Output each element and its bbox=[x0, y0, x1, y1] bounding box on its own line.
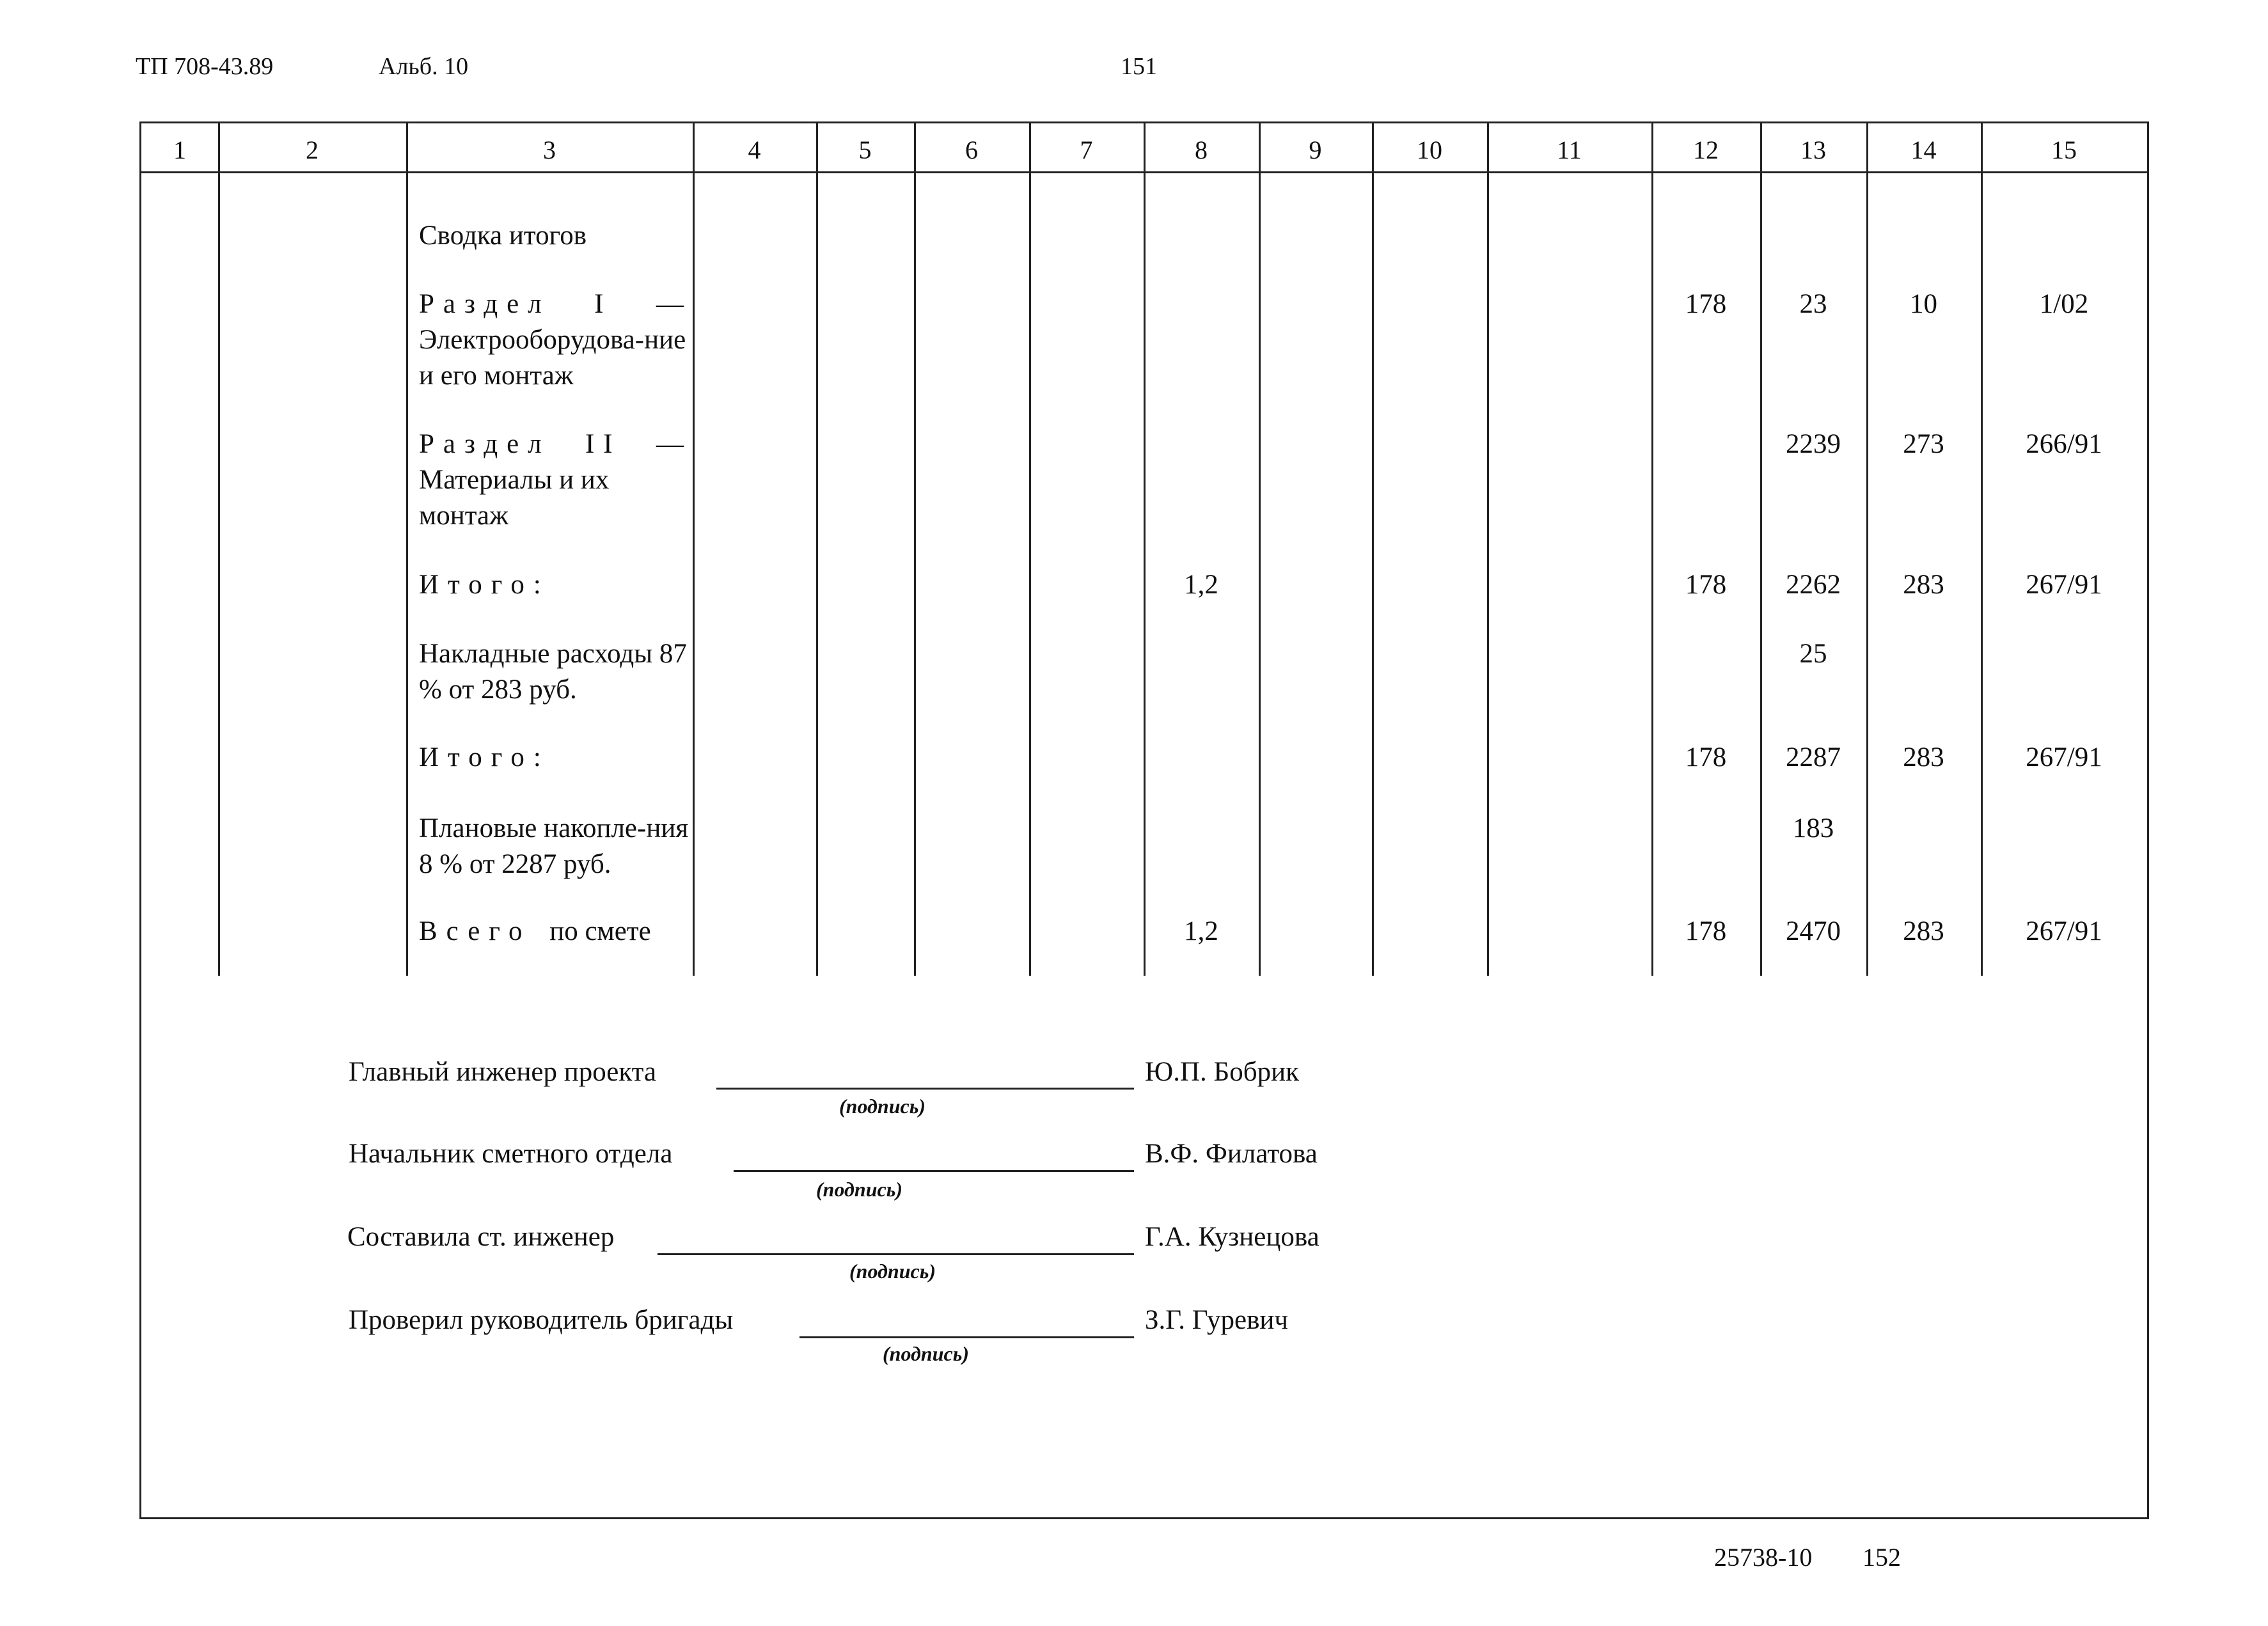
cell-col-13: 25 bbox=[1799, 639, 1827, 669]
cell-col-15: 267/91 bbox=[2026, 916, 2102, 946]
signature-line bbox=[716, 1088, 1134, 1090]
cell-col-13: 2239 bbox=[1786, 429, 1841, 459]
col-number: 10 bbox=[1417, 136, 1442, 164]
cell-col-14: 283 bbox=[1903, 570, 1944, 600]
signature-role: Проверил руководитель бригады bbox=[349, 1305, 734, 1335]
page-number: 151 bbox=[1121, 53, 1157, 80]
col-number: 3 bbox=[543, 136, 556, 164]
signature-line bbox=[799, 1336, 1134, 1338]
col-number: 15 bbox=[2051, 136, 2077, 164]
row-description: Электрооборудова-ние и его монтаж bbox=[419, 325, 686, 391]
col-divider bbox=[218, 123, 220, 976]
row-heading: Раздел II — bbox=[419, 429, 693, 459]
footer-code: 25738-10 bbox=[1714, 1543, 1813, 1572]
col-number: 11 bbox=[1557, 136, 1582, 164]
signature-line bbox=[658, 1253, 1134, 1255]
cell-col-12: 178 bbox=[1685, 916, 1727, 946]
col-number: 14 bbox=[1910, 136, 1937, 164]
signature-hint: (подпись) bbox=[849, 1260, 936, 1283]
col-number: 2 bbox=[306, 136, 319, 164]
cell-col-14: 283 bbox=[1903, 742, 1944, 772]
col-number: 7 bbox=[1080, 136, 1093, 164]
signature-hint: (подпись) bbox=[816, 1178, 902, 1201]
row-heading bbox=[419, 914, 693, 950]
col-divider bbox=[1372, 123, 1374, 976]
row-description: Плановые накопле-ния 8 % от 2287 руб. bbox=[419, 813, 689, 879]
cell-col-15: 267/91 bbox=[2026, 570, 2102, 600]
signer-name: З.Г. Гуревич bbox=[1145, 1305, 1289, 1335]
signature-role: Составила ст. инженер bbox=[347, 1222, 615, 1252]
row-heading: Раздел I — bbox=[419, 289, 693, 319]
cell-col-12: 178 bbox=[1685, 570, 1727, 600]
col-divider bbox=[1651, 123, 1653, 976]
row-description: Накладные расходы 87 % от 283 руб. bbox=[419, 639, 687, 705]
signature-role: Начальник сметного отдела bbox=[349, 1139, 673, 1169]
col-divider bbox=[1866, 123, 1868, 976]
cell-col-14: 283 bbox=[1903, 916, 1944, 946]
col-divider bbox=[1760, 123, 1762, 976]
row-heading-tail: по смете bbox=[549, 916, 651, 946]
footer-page: 152 bbox=[1862, 1543, 1901, 1572]
signature-line bbox=[734, 1170, 1134, 1172]
cell-col-13: 2470 bbox=[1786, 916, 1841, 946]
col-number: 5 bbox=[858, 136, 872, 164]
signature-hint: (подпись) bbox=[883, 1342, 969, 1365]
signer-name: Г.А. Кузнецова bbox=[1145, 1222, 1319, 1252]
cell-col-13: 2262 bbox=[1786, 570, 1841, 600]
cell-col-13: 23 bbox=[1799, 289, 1827, 319]
cell-col-12: 178 bbox=[1685, 742, 1727, 772]
cell-col-15: 266/91 bbox=[2026, 429, 2102, 459]
cell-col-8: 1,2 bbox=[1184, 570, 1218, 600]
signer-name: Ю.П. Бобрик bbox=[1145, 1057, 1299, 1087]
row-description: Сводка итогов bbox=[419, 221, 587, 251]
cell-col-13: 183 bbox=[1792, 813, 1834, 843]
col-divider bbox=[914, 123, 916, 976]
col-number: 8 bbox=[1195, 136, 1208, 164]
row-heading: Итого: bbox=[419, 570, 550, 600]
row-description: Материалы и их монтаж bbox=[419, 465, 610, 531]
cell-col-14: 273 bbox=[1903, 429, 1944, 459]
col-divider bbox=[1259, 123, 1261, 976]
column-number-row bbox=[141, 123, 2147, 173]
signature-hint: (подпись) bbox=[839, 1095, 925, 1118]
cell-col-14: 10 bbox=[1910, 289, 1937, 319]
col-number: 13 bbox=[1800, 136, 1826, 164]
cell-col-15: 267/91 bbox=[2026, 742, 2102, 772]
col-divider bbox=[1981, 123, 1983, 976]
col-number: 12 bbox=[1693, 136, 1719, 164]
col-divider bbox=[1029, 123, 1031, 976]
cell-col-13: 2287 bbox=[1786, 742, 1841, 772]
col-divider bbox=[406, 123, 408, 976]
cell-col-15: 1/02 bbox=[2039, 289, 2089, 319]
col-number: 6 bbox=[965, 136, 978, 164]
col-number: 1 bbox=[173, 136, 186, 164]
col-number: 9 bbox=[1309, 136, 1322, 164]
col-divider bbox=[1144, 123, 1146, 976]
album-label: Альб. 10 bbox=[379, 53, 469, 80]
col-divider bbox=[816, 123, 818, 976]
signature-role: Главный инженер проекта bbox=[349, 1057, 657, 1087]
doc-code: ТП 708-43.89 bbox=[136, 53, 274, 80]
row-heading: Итого: bbox=[419, 742, 550, 772]
col-divider bbox=[1487, 123, 1489, 976]
cell-col-12: 178 bbox=[1685, 289, 1727, 319]
signer-name: В.Ф. Филатова bbox=[1145, 1139, 1318, 1169]
row-heading-word: Всего bbox=[419, 916, 532, 946]
col-number: 4 bbox=[748, 136, 761, 164]
cell-col-8: 1,2 bbox=[1184, 916, 1218, 946]
col-divider bbox=[693, 123, 695, 976]
